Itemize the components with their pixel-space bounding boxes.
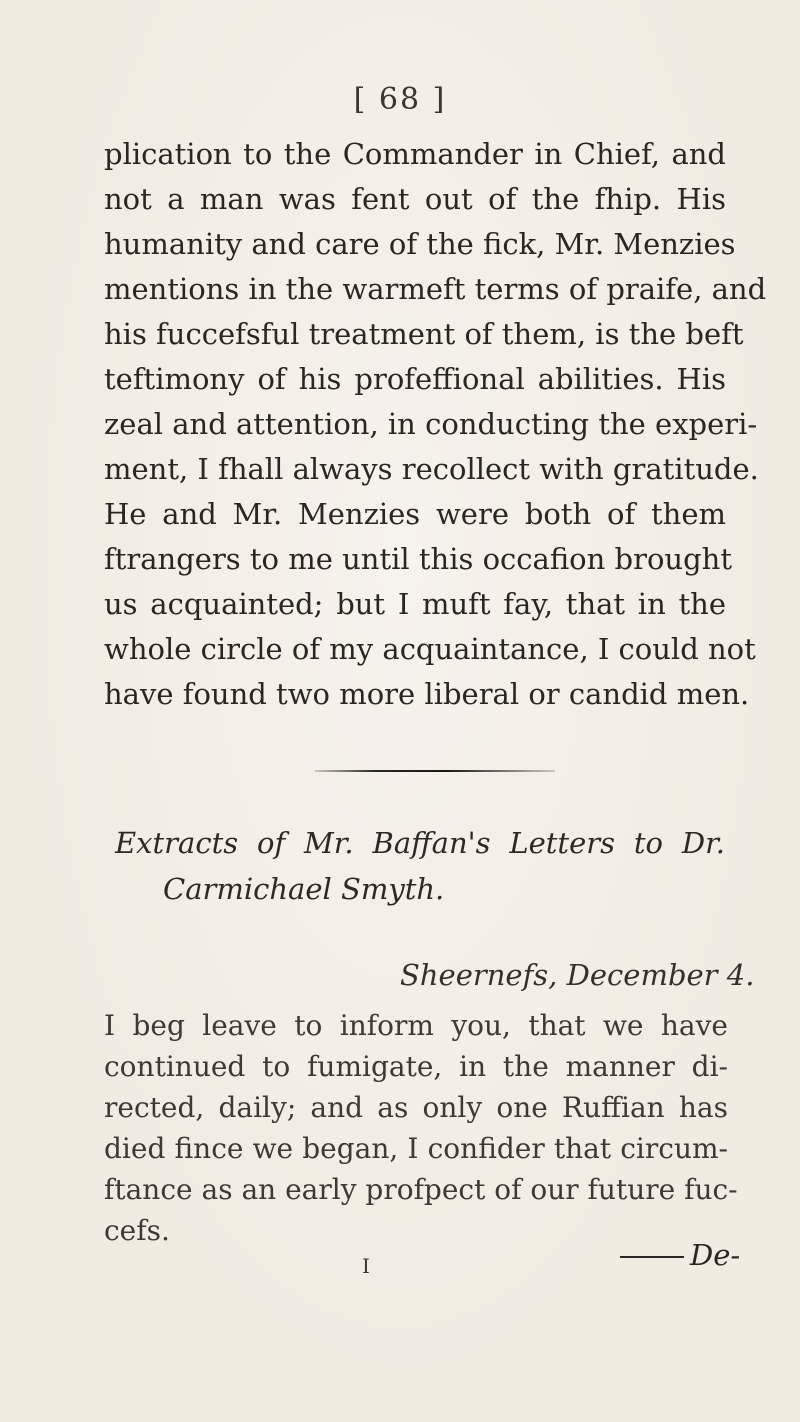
text-line: I beg leave to inform you, that we have (104, 1009, 728, 1042)
letter-paragraph (104, 1005, 738, 1251)
section-divider-rule (315, 770, 555, 772)
extract-title (115, 820, 725, 912)
text-line: humanity and care of the fick, Mr. Menzies (104, 227, 736, 261)
text-line: ftrangers to me until this occafion brought (104, 542, 732, 576)
text-line: ment, I fhall always recollect with gratitude. (104, 452, 759, 486)
signature-mark: I (362, 1254, 370, 1278)
catchword-dash (620, 1256, 684, 1258)
letter-dateline: Sheernefs, December 4. (400, 958, 755, 992)
catchword-text: De- (690, 1238, 741, 1272)
text-line: zeal and attention, in conducting the experi- (104, 407, 758, 441)
text-line: rected, daily; and as only one Ruffian has (104, 1091, 728, 1124)
main-paragraph (104, 132, 767, 717)
text-line: continued to fumigate, in the manner di- (104, 1050, 728, 1083)
extract-title-line: Extracts of Mr. Baffan's Letters to Dr. (115, 826, 725, 860)
extract-title-line: Carmichael Smyth. (163, 872, 445, 906)
page-number-header: [ 68 ] (353, 82, 447, 117)
text-line: not a man was fent out of the fhip. His (104, 182, 726, 216)
text-line: died fince we began, I confider that circum- (104, 1132, 728, 1165)
text-line: mentions in the warmeft terms of praife, and (104, 272, 767, 306)
text-line: He and Mr. Menzies were both of them (104, 497, 726, 531)
text-line: ftance as an early profpect of our future fuc- (104, 1173, 738, 1206)
text-line: his fuccefsful treatment of them, is the beft (104, 317, 744, 351)
text-line: teftimony of his profeffional abilities. His (104, 362, 726, 396)
text-line: have found two more liberal or candid men. (104, 677, 750, 711)
text-line: plication to the Commander in Chief, and (104, 137, 726, 171)
text-line: whole circle of my acquaintance, I could not (104, 632, 756, 666)
text-line: us acquainted; but I muft fay, that in the (104, 587, 726, 621)
catchword (620, 1238, 740, 1272)
text-line: cefs. (104, 1214, 170, 1247)
